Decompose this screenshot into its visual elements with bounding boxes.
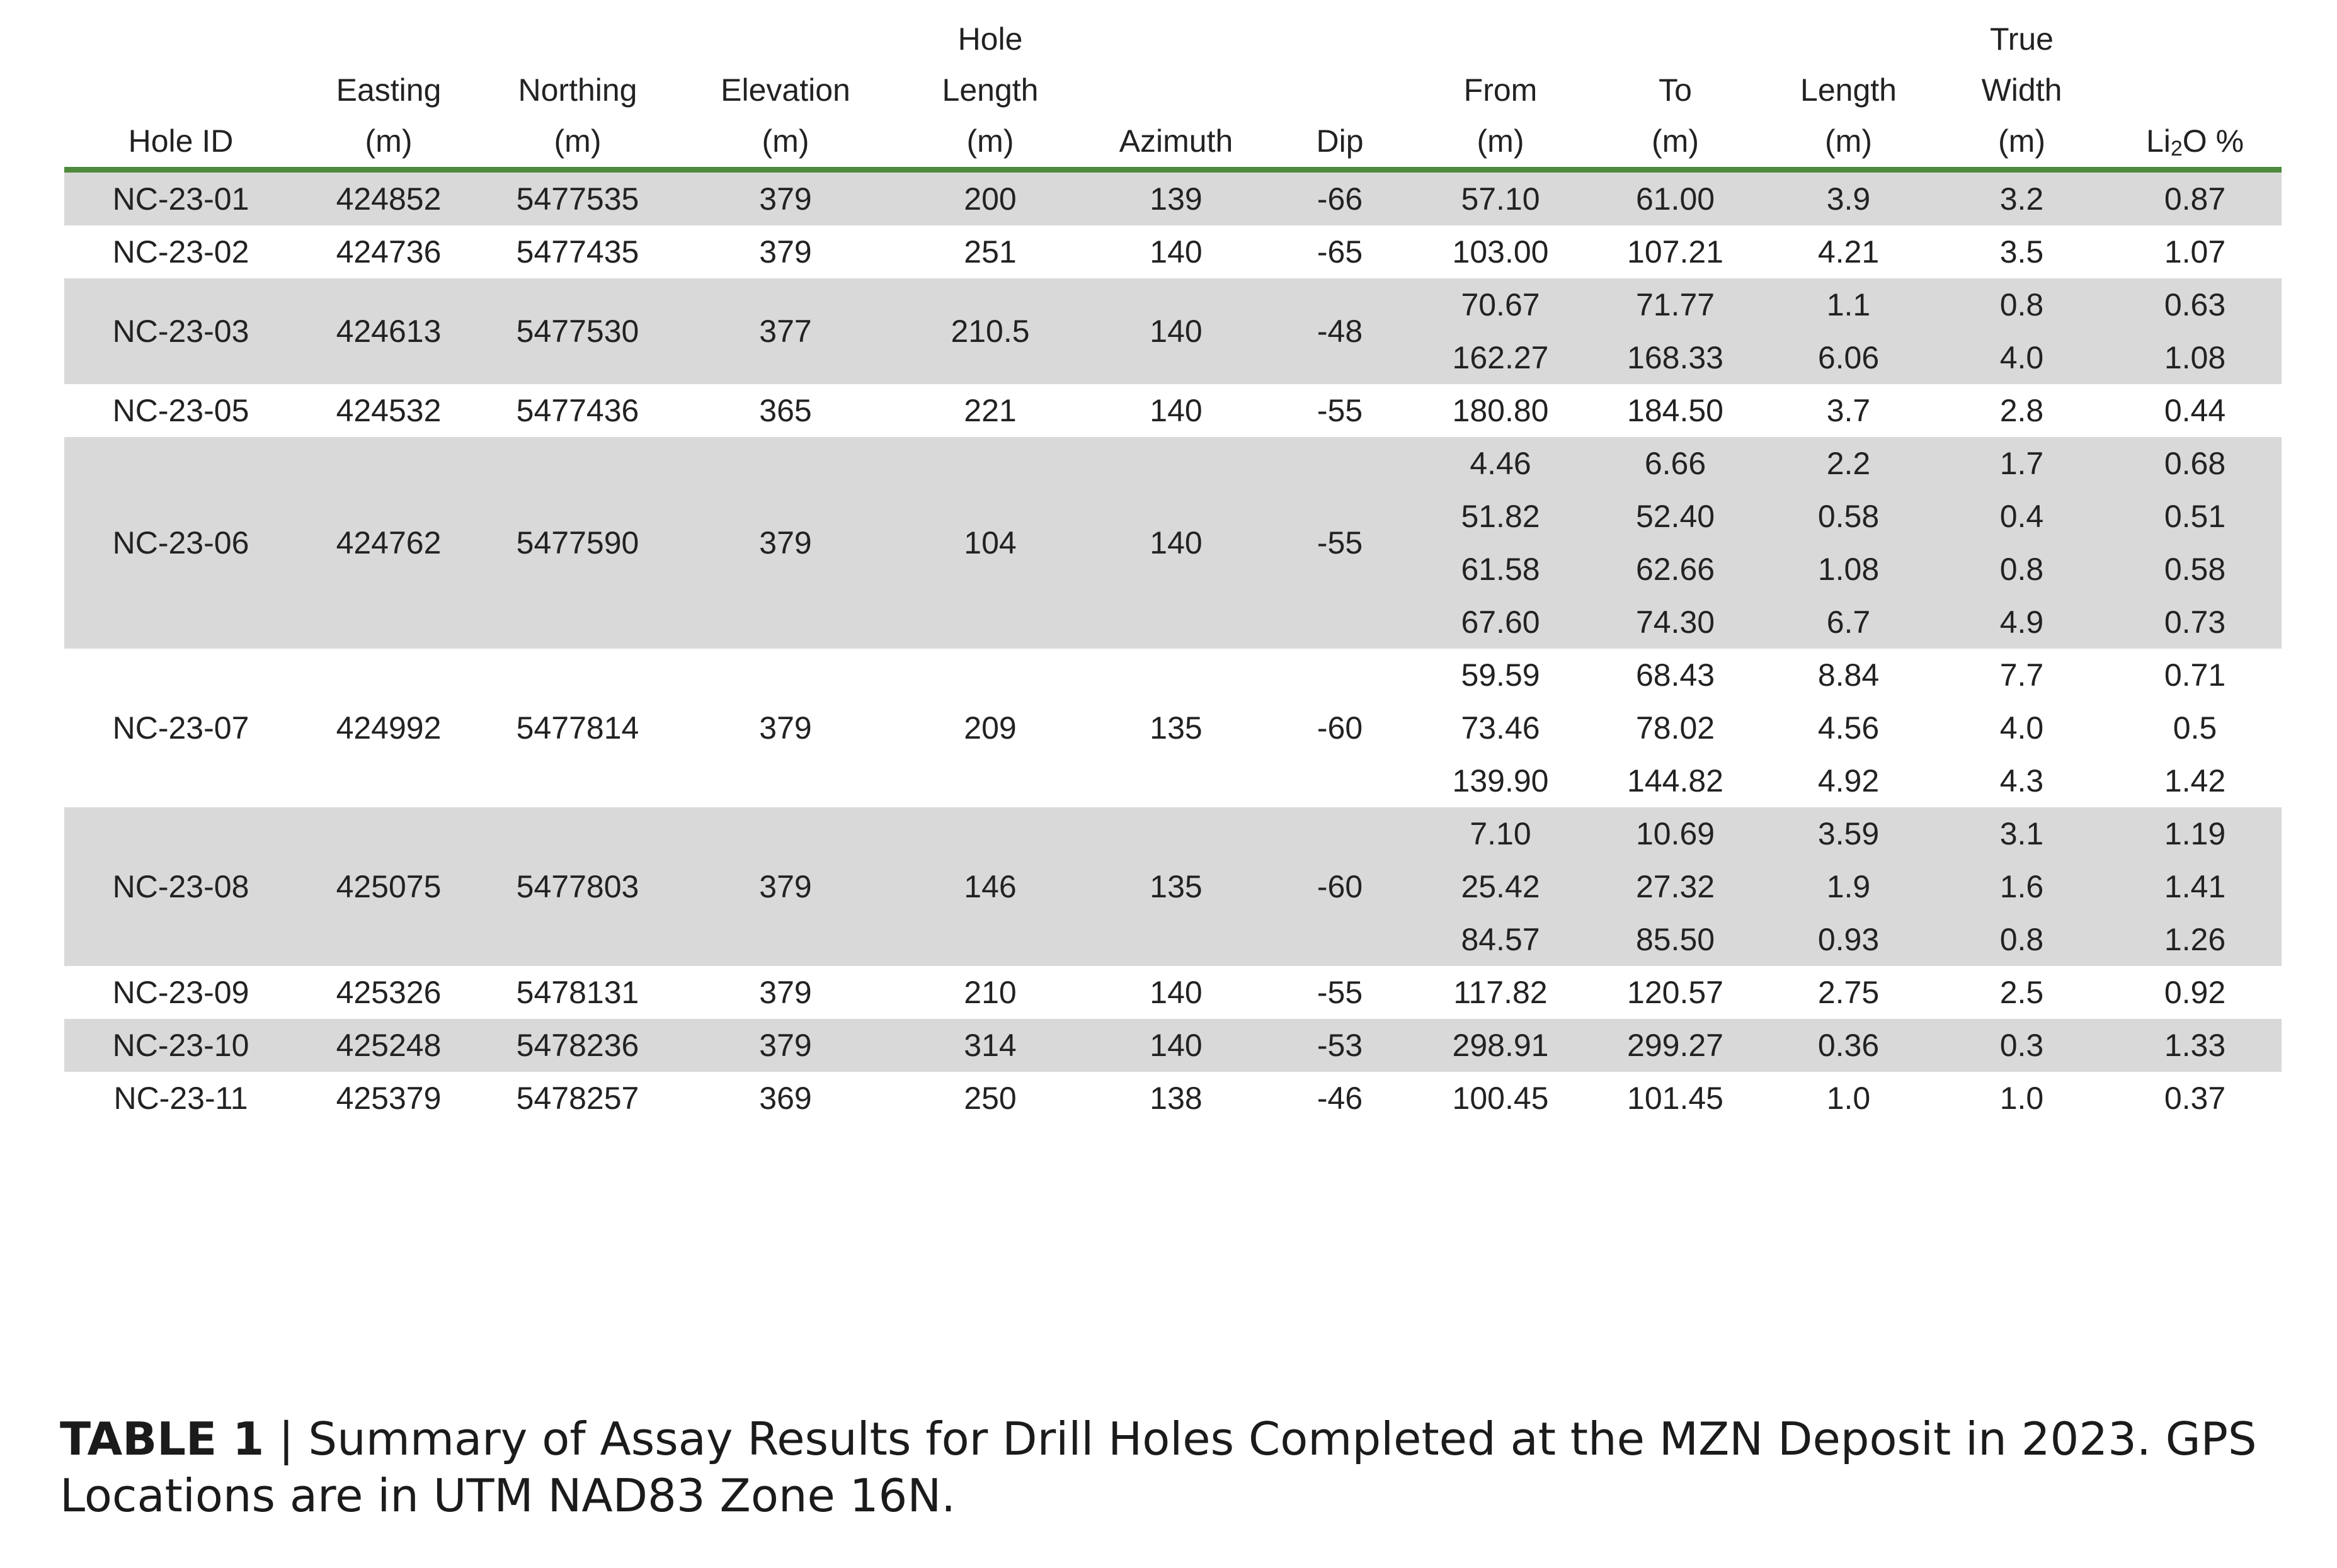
to-cell: 27.32 — [1589, 860, 1762, 913]
li2o-cell: 0.68 — [2108, 437, 2282, 490]
true-width-cell: 4.0 — [1935, 331, 2108, 384]
header-line — [1267, 65, 1412, 116]
li2o-cell: 1.33 — [2108, 1019, 2282, 1072]
true-width-cell: 2.5 — [1935, 966, 2108, 1019]
li2o-cell: 1.41 — [2108, 860, 2282, 913]
hole-id-cell: NC-23-11 — [64, 1072, 297, 1125]
true-width-cell: 4.9 — [1935, 596, 2108, 649]
from-cell: 51.82 — [1412, 490, 1589, 543]
header-li2o-percent — [2108, 14, 2282, 170]
true-width-cell: 1.7 — [1935, 437, 2108, 490]
from-cell: 100.45 — [1412, 1072, 1589, 1125]
interval-length-cell: 0.93 — [1762, 913, 1935, 966]
header-line — [64, 65, 297, 116]
header-line: (m) — [762, 123, 809, 159]
hole-length-cell: 210 — [896, 966, 1085, 1019]
from-cell: 103.00 — [1412, 225, 1589, 278]
caption-text: | Summary of Assay Results for Drill Holes Completed at the MZN Deposit in 2023. GPS Locations are in UTM NAD83 Zone 16N. — [60, 1412, 2257, 1522]
header-line — [64, 14, 297, 65]
li2o-cell: 1.19 — [2108, 807, 2282, 860]
true-width-cell: 0.4 — [1935, 490, 2108, 543]
true-width-cell: 0.8 — [1935, 913, 2108, 966]
header-line — [1762, 14, 1935, 65]
li2o-cell: 0.5 — [2108, 702, 2282, 754]
from-cell: 298.91 — [1412, 1019, 1589, 1072]
interval-length-cell: 1.08 — [1762, 543, 1935, 596]
interval-length-cell: 4.92 — [1762, 754, 1935, 807]
to-cell: 71.77 — [1589, 278, 1762, 331]
interval-length-cell: 3.59 — [1762, 807, 1935, 860]
header-line: $Li_2O$ % — [2146, 123, 2244, 161]
from-cell: 57.10 — [1412, 170, 1589, 226]
header-line — [1085, 14, 1267, 65]
header-line: Width — [1981, 72, 2062, 108]
li2o-cell: 0.58 — [2108, 543, 2282, 596]
header-line: (m) — [1477, 123, 1524, 159]
header-hole-id — [64, 14, 297, 170]
dip-cell: -55 — [1267, 384, 1412, 437]
interval-length-cell: 1.0 — [1762, 1072, 1935, 1125]
header-row — [64, 14, 2282, 170]
header-to — [1589, 14, 1762, 170]
true-width-cell: 1.0 — [1935, 1072, 2108, 1125]
from-cell: 73.46 — [1412, 702, 1589, 754]
from-cell: 67.60 — [1412, 596, 1589, 649]
easting-cell: 424736 — [297, 225, 480, 278]
header-hole-length — [896, 14, 1085, 170]
header-line: Easting — [336, 72, 442, 108]
li2o-cell: 1.08 — [2108, 331, 2282, 384]
elevation-cell: 377 — [675, 278, 896, 384]
hole-id-cell: NC-23-01 — [64, 170, 297, 226]
easting-cell: 424762 — [297, 437, 480, 649]
easting-cell: 425379 — [297, 1072, 480, 1125]
elevation-cell: 379 — [675, 437, 896, 649]
interval-length-cell: 4.21 — [1762, 225, 1935, 278]
northing-cell: 5478131 — [480, 966, 675, 1019]
table-row — [64, 807, 2282, 860]
header-dip — [1267, 14, 1412, 170]
header-line — [2108, 14, 2282, 65]
elevation-cell: 379 — [675, 170, 896, 226]
interval-length-cell: 0.58 — [1762, 490, 1935, 543]
table-row — [64, 384, 2282, 437]
li2o-cell: 0.92 — [2108, 966, 2282, 1019]
northing-cell: 5477590 — [480, 437, 675, 649]
interval-length-cell: 2.2 — [1762, 437, 1935, 490]
li2o-cell: 0.37 — [2108, 1072, 2282, 1125]
easting-cell: 425326 — [297, 966, 480, 1019]
azimuth-cell: 140 — [1085, 437, 1267, 649]
from-cell: 117.82 — [1412, 966, 1589, 1019]
interval-length-cell: 3.7 — [1762, 384, 1935, 437]
from-cell: 59.59 — [1412, 649, 1589, 702]
header-line — [1589, 14, 1762, 65]
to-cell: 78.02 — [1589, 702, 1762, 754]
true-width-cell: 0.3 — [1935, 1019, 2108, 1072]
interval-length-cell: 2.75 — [1762, 966, 1935, 1019]
from-cell: 180.80 — [1412, 384, 1589, 437]
dip-cell: -55 — [1267, 966, 1412, 1019]
header-line — [297, 14, 480, 65]
true-width-cell: 0.8 — [1935, 278, 2108, 331]
to-cell: 6.66 — [1589, 437, 1762, 490]
northing-cell: 5478236 — [480, 1019, 675, 1072]
dip-cell: -66 — [1267, 170, 1412, 226]
li2o-cell: 1.07 — [2108, 225, 2282, 278]
elevation-cell: 369 — [675, 1072, 896, 1125]
interval-length-cell: 6.7 — [1762, 596, 1935, 649]
hole-length-cell: 314 — [896, 1019, 1085, 1072]
hole-id-cell: NC-23-10 — [64, 1019, 297, 1072]
li2o-cell: 0.87 — [2108, 170, 2282, 226]
li2o-cell: 1.42 — [2108, 754, 2282, 807]
table-row — [64, 278, 2282, 331]
hole-id-cell: NC-23-08 — [64, 807, 297, 966]
header-line: Dip — [1316, 123, 1364, 159]
northing-cell: 5477803 — [480, 807, 675, 966]
header-line: Northing — [518, 72, 637, 108]
to-cell: 74.30 — [1589, 596, 1762, 649]
to-cell: 61.00 — [1589, 170, 1762, 226]
header-true-width — [1935, 14, 2108, 170]
header-from — [1412, 14, 1589, 170]
header-line: Hole ID — [128, 123, 234, 159]
header-line — [1412, 14, 1589, 65]
hole-id-cell: NC-23-07 — [64, 649, 297, 807]
interval-length-cell: 3.9 — [1762, 170, 1935, 226]
from-cell: 25.42 — [1412, 860, 1589, 913]
azimuth-cell: 140 — [1085, 966, 1267, 1019]
header-line: (m) — [1825, 123, 1872, 159]
to-cell: 85.50 — [1589, 913, 1762, 966]
li2o-cell: 0.73 — [2108, 596, 2282, 649]
northing-cell: 5477530 — [480, 278, 675, 384]
from-cell: 61.58 — [1412, 543, 1589, 596]
true-width-cell: 7.7 — [1935, 649, 2108, 702]
hole-length-cell: 209 — [896, 649, 1085, 807]
header-line: Length — [1800, 72, 1897, 108]
dip-cell: -65 — [1267, 225, 1412, 278]
hole-length-cell: 104 — [896, 437, 1085, 649]
from-cell: 70.67 — [1412, 278, 1589, 331]
table-row — [64, 225, 2282, 278]
table-row — [64, 437, 2282, 490]
to-cell: 101.45 — [1589, 1072, 1762, 1125]
hole-id-cell: NC-23-05 — [64, 384, 297, 437]
azimuth-cell: 140 — [1085, 278, 1267, 384]
to-cell: 168.33 — [1589, 331, 1762, 384]
hole-id-cell: NC-23-09 — [64, 966, 297, 1019]
assay-results-table — [64, 14, 2282, 1125]
elevation-cell: 379 — [675, 649, 896, 807]
header-line: (m) — [966, 123, 1014, 159]
azimuth-cell: 140 — [1085, 225, 1267, 278]
elevation-cell: 379 — [675, 1019, 896, 1072]
true-width-cell: 2.8 — [1935, 384, 2108, 437]
easting-cell: 424532 — [297, 384, 480, 437]
hole-length-cell: 200 — [896, 170, 1085, 226]
table-row — [64, 966, 2282, 1019]
easting-cell: 424992 — [297, 649, 480, 807]
header-line: True — [1990, 21, 2054, 57]
elevation-cell: 379 — [675, 225, 896, 278]
li2o-cell: 0.44 — [2108, 384, 2282, 437]
northing-cell: 5478257 — [480, 1072, 675, 1125]
table-row — [64, 170, 2282, 226]
azimuth-cell: 135 — [1085, 807, 1267, 966]
header-line: Hole — [957, 21, 1023, 57]
header-line: To — [1659, 72, 1692, 108]
true-width-cell: 3.5 — [1935, 225, 2108, 278]
header-line: Length — [942, 72, 1039, 108]
northing-cell: 5477814 — [480, 649, 675, 807]
from-cell: 84.57 — [1412, 913, 1589, 966]
true-width-cell: 1.6 — [1935, 860, 2108, 913]
to-cell: 107.21 — [1589, 225, 1762, 278]
dip-cell: -60 — [1267, 807, 1412, 966]
header-line: Elevation — [721, 72, 850, 108]
header-length — [1762, 14, 1935, 170]
interval-length-cell: 1.9 — [1762, 860, 1935, 913]
hole-length-cell: 221 — [896, 384, 1085, 437]
li2o-cell: 1.26 — [2108, 913, 2282, 966]
to-cell: 120.57 — [1589, 966, 1762, 1019]
interval-length-cell: 1.1 — [1762, 278, 1935, 331]
header-line — [480, 14, 675, 65]
dip-cell: -60 — [1267, 649, 1412, 807]
interval-length-cell: 4.56 — [1762, 702, 1935, 754]
dip-cell: -53 — [1267, 1019, 1412, 1072]
interval-length-cell: 0.36 — [1762, 1019, 1935, 1072]
header-line: Azimuth — [1119, 123, 1233, 159]
azimuth-cell: 135 — [1085, 649, 1267, 807]
hole-length-cell: 251 — [896, 225, 1085, 278]
header-line: (m) — [554, 123, 602, 159]
assay-table-container — [64, 14, 2282, 1125]
hole-id-cell: NC-23-02 — [64, 225, 297, 278]
elevation-cell: 379 — [675, 807, 896, 966]
caption-label: TABLE 1 — [60, 1412, 265, 1465]
header-easting — [297, 14, 480, 170]
hole-length-cell: 146 — [896, 807, 1085, 966]
true-width-cell: 3.1 — [1935, 807, 2108, 860]
interval-length-cell: 8.84 — [1762, 649, 1935, 702]
elevation-cell: 365 — [675, 384, 896, 437]
header-line: From — [1463, 72, 1538, 108]
table-row — [64, 1019, 2282, 1072]
to-cell: 68.43 — [1589, 649, 1762, 702]
to-cell: 52.40 — [1589, 490, 1762, 543]
northing-cell: 5477435 — [480, 225, 675, 278]
header-line — [2108, 65, 2282, 116]
header-line: (m) — [1652, 123, 1699, 159]
table-caption — [60, 1411, 2302, 1524]
hole-id-cell: NC-23-03 — [64, 278, 297, 384]
header-azimuth — [1085, 14, 1267, 170]
li2o-cell: 0.51 — [2108, 490, 2282, 543]
true-width-cell: 4.0 — [1935, 702, 2108, 754]
header-northing — [480, 14, 675, 170]
to-cell: 184.50 — [1589, 384, 1762, 437]
true-width-cell: 3.2 — [1935, 170, 2108, 226]
from-cell: 4.46 — [1412, 437, 1589, 490]
northing-cell: 5477436 — [480, 384, 675, 437]
true-width-cell: 0.8 — [1935, 543, 2108, 596]
table-body — [64, 170, 2282, 1125]
elevation-cell: 379 — [675, 966, 896, 1019]
true-width-cell: 4.3 — [1935, 754, 2108, 807]
header-line — [675, 14, 896, 65]
li2o-cell: 0.71 — [2108, 649, 2282, 702]
dip-cell: -48 — [1267, 278, 1412, 384]
northing-cell: 5477535 — [480, 170, 675, 226]
interval-length-cell: 6.06 — [1762, 331, 1935, 384]
azimuth-cell: 140 — [1085, 384, 1267, 437]
to-cell: 10.69 — [1589, 807, 1762, 860]
header-line: (m) — [365, 123, 413, 159]
dip-cell: -55 — [1267, 437, 1412, 649]
header-line: (m) — [1998, 123, 2045, 159]
hole-length-cell: 250 — [896, 1072, 1085, 1125]
from-cell: 162.27 — [1412, 331, 1589, 384]
to-cell: 62.66 — [1589, 543, 1762, 596]
to-cell: 299.27 — [1589, 1019, 1762, 1072]
easting-cell: 424852 — [297, 170, 480, 226]
hole-id-cell: NC-23-06 — [64, 437, 297, 649]
azimuth-cell: 140 — [1085, 1019, 1267, 1072]
dip-cell: -46 — [1267, 1072, 1412, 1125]
easting-cell: 425248 — [297, 1019, 480, 1072]
azimuth-cell: 139 — [1085, 170, 1267, 226]
li2o-cell: 0.63 — [2108, 278, 2282, 331]
easting-cell: 425075 — [297, 807, 480, 966]
table-header — [64, 14, 2282, 170]
header-line — [1085, 65, 1267, 116]
easting-cell: 424613 — [297, 278, 480, 384]
hole-length-cell: 210.5 — [896, 278, 1085, 384]
azimuth-cell: 138 — [1085, 1072, 1267, 1125]
from-cell: 7.10 — [1412, 807, 1589, 860]
header-elevation — [675, 14, 896, 170]
to-cell: 144.82 — [1589, 754, 1762, 807]
from-cell: 139.90 — [1412, 754, 1589, 807]
table-row — [64, 1072, 2282, 1125]
header-line — [1267, 14, 1412, 65]
table-row — [64, 649, 2282, 702]
